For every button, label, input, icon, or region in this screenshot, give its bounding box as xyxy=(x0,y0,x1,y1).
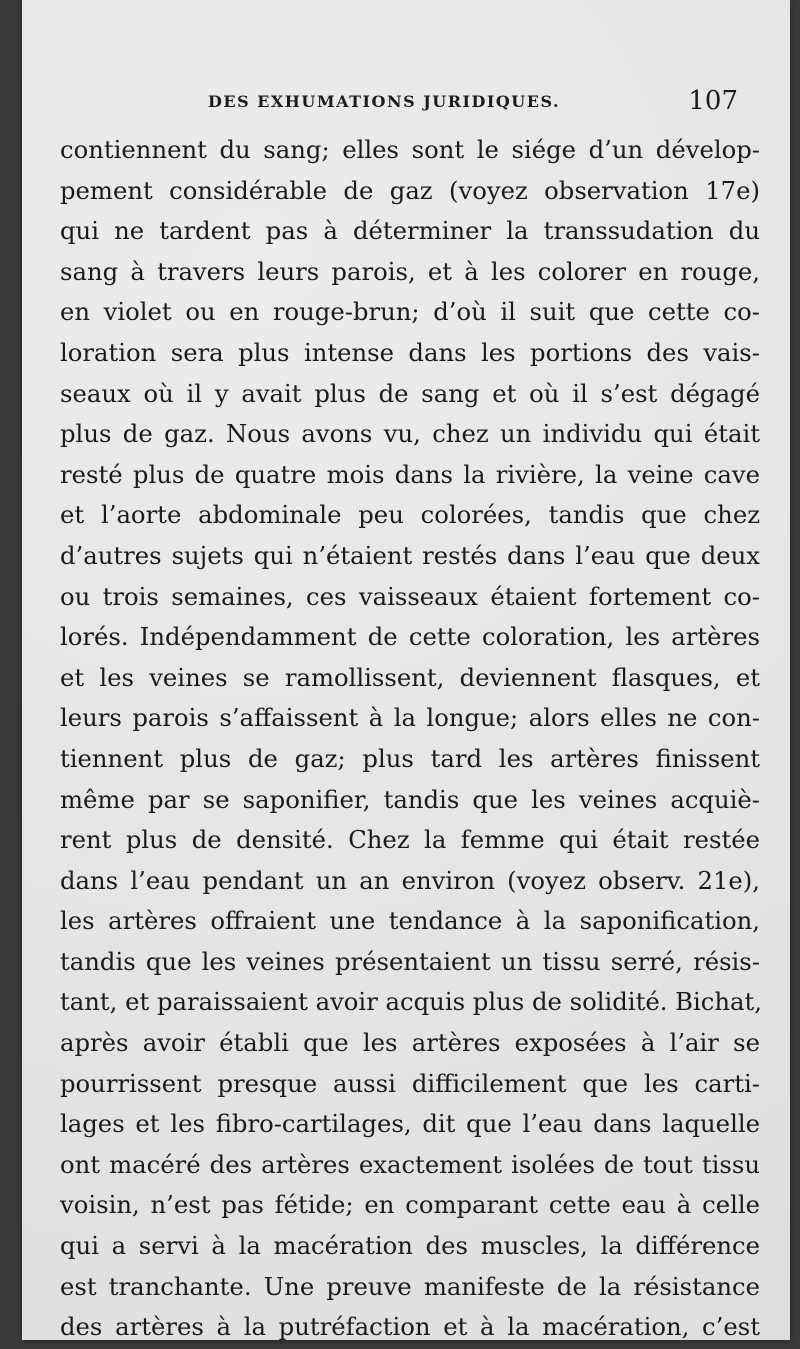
text-line: tiennent plus de gaz; plus tard les artères finissent xyxy=(60,743,760,773)
text-line: loration sera plus intense dans les portions des vais- xyxy=(60,337,760,367)
book-page xyxy=(22,0,790,1340)
text-line: d’autres sujets qui n’étaient restés dans l’eau que deux xyxy=(60,540,760,570)
text-line: et l’aorte abdominale peu colorées, tandis que chez xyxy=(60,500,760,530)
text-line: pement considérable de gaz (voyez observation 17e) xyxy=(60,175,760,205)
text-line: leurs parois s’affaissent à la longue; alors elles ne con- xyxy=(60,703,760,733)
text-line: sang à travers leurs parois, et à les colorer en rouge, xyxy=(60,256,760,286)
text-line: ou trois semaines, ces vaisseaux étaient fortement co- xyxy=(60,581,760,611)
text-line: et les veines se ramollissent, deviennent flasques, et xyxy=(60,662,760,692)
text-line: contiennent du sang; elles sont le siége d’un dévelop- xyxy=(60,135,760,164)
text-line: plus de gaz. Nous avons vu, chez un individu qui était xyxy=(60,419,760,449)
text-line: est tranchante. Une preuve manifeste de la résistance xyxy=(60,1271,760,1301)
text-line: rent plus de densité. Chez la femme qui était restée xyxy=(60,825,760,855)
text-line: tant, et paraissaient avoir acquis plus de solidité. Bichat, xyxy=(60,987,763,1017)
text-line: dans l’eau pendant un an environ (voyez observ. 21e), xyxy=(60,865,760,895)
text-line: qui ne tardent pas à déterminer la transsudation du xyxy=(60,216,760,246)
page-number: 107 xyxy=(688,86,738,116)
text-line: tandis que les veines présentaient un tissu serré, résis- xyxy=(60,946,760,976)
running-head xyxy=(208,86,738,116)
text-line: qui a servi à la macération des muscles, la différence xyxy=(60,1231,760,1261)
text-line: même par se saponifier, tandis que les veines acquiè- xyxy=(60,784,760,814)
text-line: les artères offraient une tendance à la saponification, xyxy=(60,906,760,936)
running-title: DES EXHUMATIONS JURIDIQUES. xyxy=(208,92,561,111)
text-line: des artères à la putréfaction et à la macération, c’est xyxy=(60,1312,760,1342)
text-line: ont macéré des artères exactement isolées de tout tissu xyxy=(60,1149,760,1179)
text-line: voisin, n’est pas fétide; en comparant cette eau à celle xyxy=(60,1190,760,1220)
text-line: après avoir établi que les artères exposées à l’air se xyxy=(60,1028,760,1058)
body-text xyxy=(60,130,763,1348)
text-line: pourrissent presque aussi difficilement que les carti- xyxy=(60,1068,760,1098)
text-line: en violet ou en rouge-brun; d’où il suit que cette co- xyxy=(60,297,760,327)
text-line: resté plus de quatre mois dans la rivière, la veine cave xyxy=(60,459,760,489)
text-line: lorés. Indépendamment de cette coloration, les artères xyxy=(60,622,760,652)
text-line: lages et les fibro-cartilages, dit que l’eau dans laquelle xyxy=(60,1109,760,1139)
text-line: seaux où il y avait plus de sang et où il s’est dégagé xyxy=(60,378,760,408)
